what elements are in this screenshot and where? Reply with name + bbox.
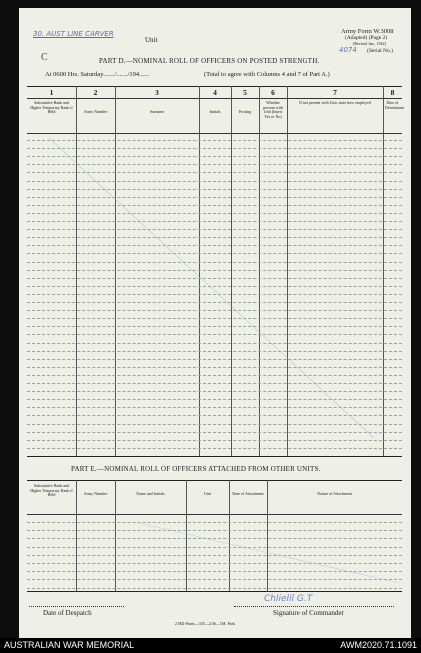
part-d-column-number: 1	[49, 88, 54, 97]
part-e-column-label: Nature of Attachment	[317, 491, 352, 496]
form-page	[19, 8, 411, 638]
part-d-column-label: Substantive Rank and Higher Temporary Rank if Held	[30, 100, 73, 115]
part-d-total-note: (Total to agree with Columns 4 and 7 of Part A.)	[204, 71, 330, 78]
part-e-column-label: Unit	[203, 491, 212, 496]
unit-label: Unit	[145, 36, 158, 44]
part-d-column-label: Date of Detachment	[385, 100, 405, 110]
form-revised: (Revised Jan., 1942)	[353, 41, 386, 46]
part-d-column-label: Initials	[209, 109, 221, 114]
part-d-column-label: If not present with Unit, state how employed	[299, 100, 371, 105]
part-d-column-number: 8	[390, 88, 395, 97]
part-e-title: PART E.—NOMINAL ROLL OF OFFICERS ATTACHED FROM OTHER UNITS.	[71, 465, 321, 473]
part-d-title: PART D.—NOMINAL ROLL OF OFFICERS ON POSTED STRENGTH.	[99, 57, 320, 65]
commander-signature-handwritten: Chlielil G.T	[264, 594, 313, 604]
form-adapted: (Adapted) (Page 2)	[345, 35, 388, 41]
signature-of-commander-label: Signature of Commander	[273, 609, 344, 617]
part-e-column-label: Date of Attachment	[232, 491, 264, 496]
serial-label: (Serial No.)	[367, 48, 393, 54]
footer-left-label: AUSTRALIAN WAR MEMORIAL	[4, 640, 135, 650]
part-d-column-label: Surname	[149, 109, 165, 114]
corner-mark: C	[41, 52, 48, 63]
date-of-despatch-label: Date of Despatch	[43, 609, 92, 617]
part-e-column-label: Name and Initials	[136, 491, 165, 496]
part-d-time-line: At 0600 Hrs. Saturday......./......./194......	[45, 71, 149, 78]
part-e-column-label: Substantive Rank and Higher Temporary Rank if Held	[30, 483, 73, 498]
part-d-column-number: 3	[155, 88, 159, 97]
part-d-column-label: Posting	[238, 109, 251, 114]
form-name: Army Form W.3008	[341, 28, 394, 35]
archive-footer	[0, 638, 421, 653]
part-d-column-number: 4	[213, 88, 217, 97]
part-d-column-label: Army Number	[83, 109, 108, 114]
printer-line: 2 MD Prints—335—2/46—1M. Pads	[175, 621, 236, 626]
pencil-diagonal	[19, 8, 411, 638]
part-d-column-number: 2	[93, 88, 98, 97]
part-e-column-label: Army Number	[83, 491, 108, 496]
part-d-column-number: 7	[333, 88, 337, 97]
serial-handwritten: 4074	[339, 46, 357, 54]
part-d-column-label: Whether present with Unit (Insert Yes or No)	[263, 100, 283, 119]
unit-handwritten: 30. AUST LINE CARVER	[33, 30, 114, 38]
part-d-column-number: 6	[271, 88, 275, 97]
part-d-column-number: 5	[243, 88, 247, 97]
footer-right-label: AWM2020.71.1091	[340, 640, 417, 650]
